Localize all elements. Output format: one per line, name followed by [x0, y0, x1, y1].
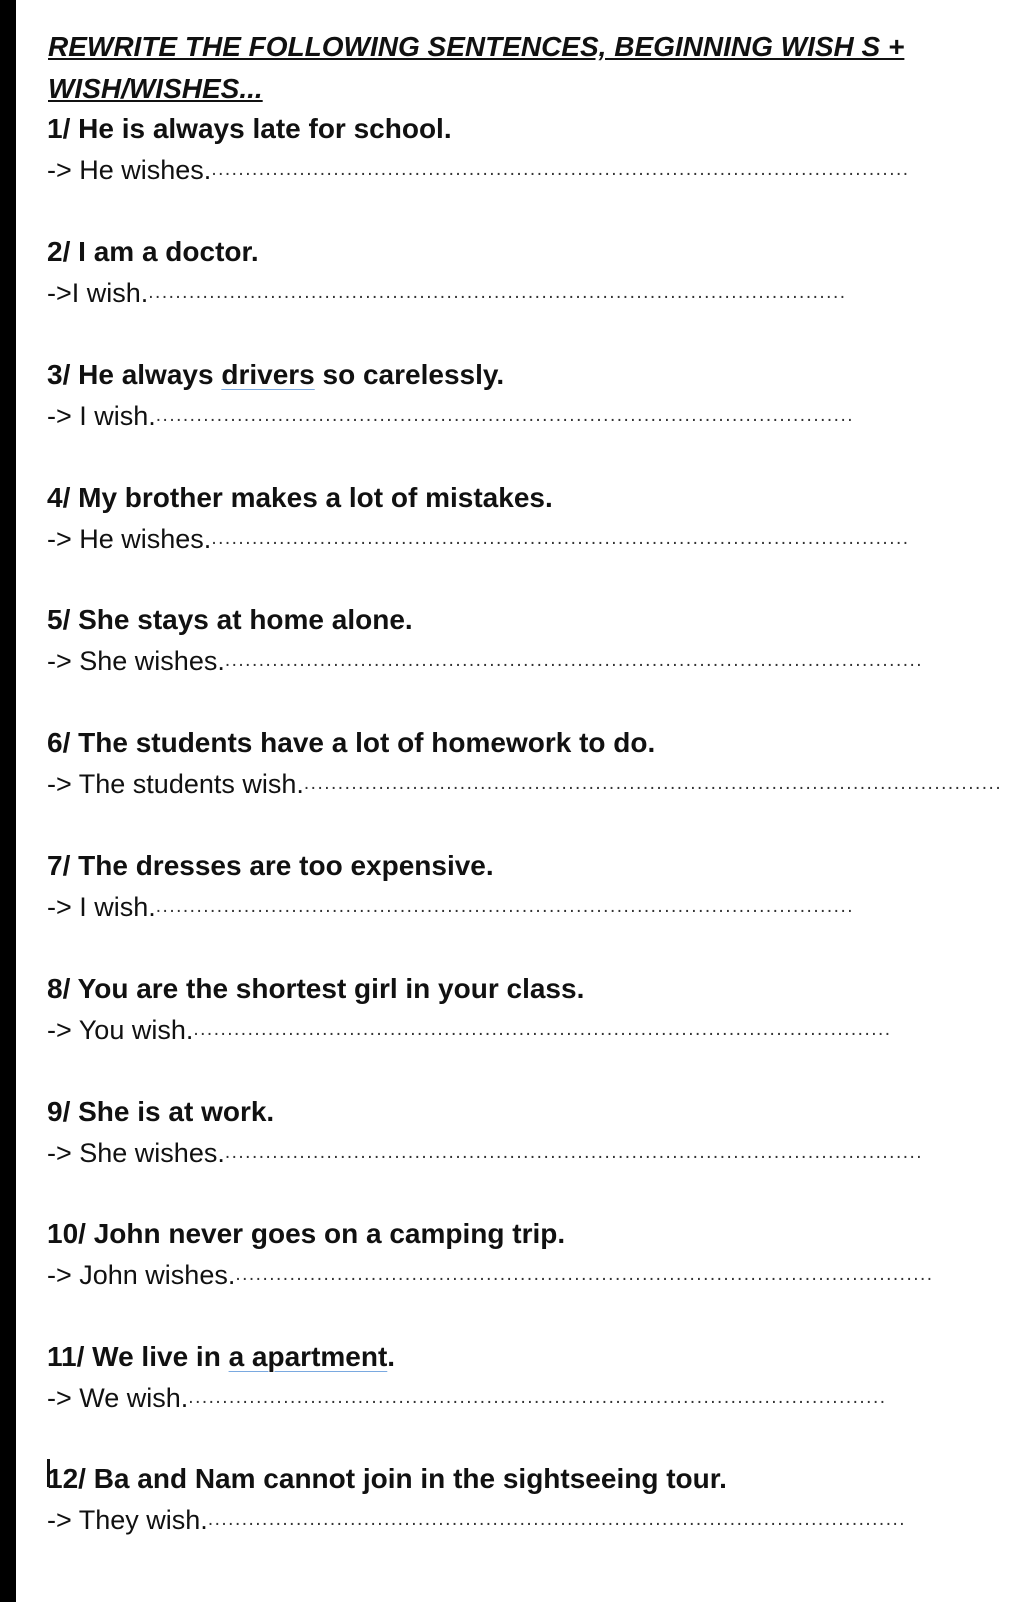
answer-dotted-line: .......................................................................................................: [235, 1264, 934, 1285]
answer-prefix: -> They wish.: [47, 1505, 208, 1535]
answer-line[interactable]: [47, 891, 854, 923]
exercise-6: [47, 726, 1003, 800]
exercise-11: [47, 1340, 887, 1414]
answer-line[interactable]: [47, 523, 910, 555]
question-text: 6/ The students have a lot of homework to do.: [47, 727, 656, 758]
answer-line[interactable]: [47, 1259, 934, 1291]
answer-prefix: -> The students wish.: [47, 769, 304, 799]
question-text: 1/ He is always late for school.: [47, 113, 452, 144]
question-text-part: 11/ We live in: [47, 1341, 229, 1372]
answer-dotted-line: .......................................................................................................: [155, 405, 854, 426]
answer-line[interactable]: [47, 400, 854, 432]
answer-line[interactable]: [47, 1137, 924, 1169]
answer-dotted-line: .......................................................................................................: [211, 159, 910, 180]
exercise-3: [47, 358, 854, 432]
answer-dotted-line: .......................................................................................................: [148, 282, 847, 303]
exercise-5: [47, 603, 924, 677]
answer-prefix: -> You wish.: [47, 1015, 194, 1045]
answer-prefix: -> I wish.: [47, 401, 156, 431]
question-text: 2/ I am a doctor.: [47, 236, 259, 267]
answer-dotted-line: .......................................................................................................: [193, 1019, 892, 1040]
question-text: 5/ She stays at home alone.: [47, 604, 413, 635]
question-text: [47, 1340, 800, 1374]
answer-line[interactable]: [47, 277, 847, 309]
answer-prefix: -> She wishes.: [47, 646, 225, 676]
exercise-9: [47, 1095, 924, 1169]
exercise-12: [47, 1462, 907, 1536]
answer-prefix: -> John wishes.: [47, 1260, 236, 1290]
question-text-part: .: [387, 1341, 396, 1372]
flagged-word: a apartment: [228, 1341, 388, 1372]
answer-line[interactable]: [47, 154, 910, 186]
question-text: 8/ You are the shortest girl in your class.: [47, 973, 585, 1004]
exercise-10: [47, 1217, 934, 1291]
answer-prefix: -> I wish.: [47, 892, 156, 922]
answer-dotted-line: .......................................................................................................: [207, 1509, 907, 1530]
answer-dotted-line: .......................................................................................................: [155, 896, 854, 917]
question-text: 12/ Ba and Nam cannot join in the sightseeing tour.: [47, 1463, 727, 1494]
answer-prefix: -> He wishes.: [47, 155, 212, 185]
answer-dotted-line: .......................................................................................................: [224, 1142, 924, 1163]
question-text: 4/ My brother makes a lot of mistakes.: [47, 482, 553, 513]
answer-dotted-line: .......................................................................................................: [224, 650, 924, 671]
question-text: 10/ John never goes on a camping trip.: [47, 1218, 566, 1249]
answer-prefix: -> We wish.: [47, 1383, 189, 1413]
exercise-8: [47, 972, 892, 1046]
worksheet-page: [16, 0, 1024, 1602]
question-text-part: so carelessly.: [314, 359, 505, 390]
answer-prefix: ->I wish.: [47, 278, 149, 308]
answer-dotted-line: .......................................................................................................: [188, 1387, 887, 1408]
exercise-4: [47, 481, 910, 555]
answer-dotted-line: .......................................................................................................: [211, 528, 910, 549]
question-text: 7/ The dresses are too expensive.: [47, 850, 494, 881]
question-text-part: 3/ He always: [47, 359, 222, 390]
flagged-word: drivers: [221, 359, 315, 390]
worksheet-heading: REWRITE THE FOLLOWING SENTENCES, BEGINNING WISH S + WISH/WISHES...: [48, 31, 905, 104]
exercise-2: [47, 235, 847, 309]
answer-dotted-line: .......................................................................................................: [303, 773, 1003, 794]
answer-line[interactable]: [47, 1504, 907, 1536]
answer-line[interactable]: [47, 768, 1003, 800]
question-text: [47, 358, 769, 392]
answer-line[interactable]: [47, 645, 924, 677]
question-text: 9/ She is at work.: [47, 1096, 275, 1127]
answer-prefix: -> He wishes.: [47, 524, 212, 554]
exercise-7: [47, 849, 854, 923]
answer-line[interactable]: [47, 1014, 892, 1046]
answer-prefix: -> She wishes.: [47, 1138, 225, 1168]
answer-line[interactable]: [47, 1382, 887, 1414]
exercise-1: [47, 112, 910, 186]
